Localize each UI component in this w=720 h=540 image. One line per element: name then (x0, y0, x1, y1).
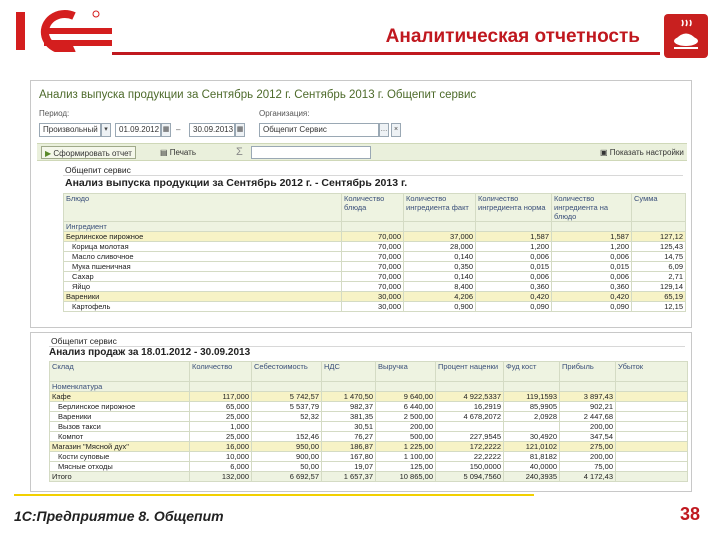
cell-profit: 2 447,68 (560, 412, 616, 422)
page-title: Аналитическая отчетность (385, 26, 640, 47)
col-revenue[interactable]: Выручка (376, 362, 436, 382)
cell-name: Мясные отходы (50, 462, 190, 472)
cell-norm: 0,090 (476, 302, 552, 312)
cell-profit: 75,00 (560, 462, 616, 472)
table-row[interactable] (64, 282, 686, 292)
cell-loss (616, 392, 688, 402)
header-divider (112, 52, 660, 55)
cell-qty: 132,000 (190, 472, 252, 482)
cell-fact: 0,350 (404, 262, 476, 272)
col-warehouse[interactable]: Склад (50, 362, 190, 382)
print-button[interactable]: ▤ Печать (160, 148, 197, 157)
cell-name: Вареники (64, 292, 342, 302)
cell-rev: 125,00 (376, 462, 436, 472)
cell-food (504, 422, 560, 432)
cell-qty: 25,000 (190, 432, 252, 442)
cell-per: 0,420 (552, 292, 632, 302)
table-row[interactable] (64, 292, 686, 302)
cell-qty: 70,000 (342, 252, 404, 262)
cell-sum: 127,12 (632, 232, 686, 242)
play-icon: ▶ (45, 149, 52, 158)
cell-name: Итого (50, 472, 190, 482)
cell-qty: 70,000 (342, 282, 404, 292)
table-row[interactable] (50, 452, 688, 462)
cell-norm: 0,360 (476, 282, 552, 292)
cell-markup: 4 922,5337 (436, 392, 504, 402)
organization-label: Организация: (259, 109, 310, 118)
cell-cost: 900,00 (252, 452, 322, 462)
cell-name: Берлинское пирожное (50, 402, 190, 412)
cell-profit: 902,21 (560, 402, 616, 412)
cell-qty: 6,000 (190, 462, 252, 472)
date-from-input[interactable]: 01.09.2012 (115, 123, 161, 137)
cell-markup: 5 094,7560 (436, 472, 504, 482)
cell-cost: 950,00 (252, 442, 322, 452)
cell-per: 0,090 (552, 302, 632, 312)
table-row[interactable] (64, 302, 686, 312)
cell-fact: 0,140 (404, 252, 476, 262)
cell-markup (436, 422, 504, 432)
cell-cost: 152,46 (252, 432, 322, 442)
food-service-logo (664, 14, 708, 58)
col-quantity[interactable]: Количество (190, 362, 252, 382)
col-ingredient: Ингредиент (64, 222, 342, 232)
cell-norm: 0,420 (476, 292, 552, 302)
col-dish[interactable]: Блюдо (64, 194, 342, 222)
cell-rev: 10 865,00 (376, 472, 436, 482)
cell-per: 1,200 (552, 242, 632, 252)
cell-name: Кафе (50, 392, 190, 402)
cell-fact: 0,140 (404, 272, 476, 282)
cell-fact: 28,000 (404, 242, 476, 252)
cell-qty: 16,000 (190, 442, 252, 452)
report-toolbar (37, 143, 687, 161)
cell-cost: 6 692,57 (252, 472, 322, 482)
table-row[interactable] (50, 472, 688, 482)
cell-vat: 381,35 (322, 412, 376, 422)
cell-sum: 14,75 (632, 252, 686, 262)
page-number: 38 (679, 504, 700, 524)
cell-food: 85,9905 (504, 402, 560, 412)
report-title: Анализ продаж за 18.01.2012 - 30.09.2013 (49, 347, 251, 358)
cell-cost: 50,00 (252, 462, 322, 472)
cell-name: Компот (50, 432, 190, 442)
cell-cost: 5 742,57 (252, 392, 322, 402)
cell-qty: 1,000 (190, 422, 252, 432)
cell-vat: 982,37 (322, 402, 376, 412)
col-ingredient-fact[interactable]: Количество ингредиента факт (404, 194, 476, 222)
table-row[interactable] (50, 462, 688, 472)
table-row[interactable] (64, 272, 686, 282)
cell-profit: 4 172,43 (560, 472, 616, 482)
table-row[interactable] (50, 402, 688, 412)
cell-qty: 70,000 (342, 272, 404, 282)
production-report (63, 163, 687, 328)
cell-loss (616, 402, 688, 412)
cell-profit: 275,00 (560, 442, 616, 452)
cell-norm: 1,587 (476, 232, 552, 242)
cell-markup: 22,2222 (436, 452, 504, 462)
cell-qty: 65,000 (190, 402, 252, 412)
cell-food: 2,0928 (504, 412, 560, 422)
table-row[interactable] (64, 232, 686, 242)
table-row[interactable] (50, 392, 688, 402)
show-settings-button[interactable]: ▣ Показать настройки (600, 148, 684, 157)
cell-loss (616, 422, 688, 432)
table-row[interactable] (50, 442, 688, 452)
cell-vat: 76,27 (322, 432, 376, 442)
cell-rev: 9 640,00 (376, 392, 436, 402)
cell-vat: 167,80 (322, 452, 376, 462)
cell-loss (616, 412, 688, 422)
report-title: Анализ выпуска продукции за Сентябрь 2012 г. - Сентябрь 2013 г. (65, 177, 408, 189)
cell-vat: 1 470,50 (322, 392, 376, 402)
cell-markup: 172,2222 (436, 442, 504, 452)
cell-sum: 6,09 (632, 262, 686, 272)
cell-rev: 500,00 (376, 432, 436, 442)
cell-vat: 186,87 (322, 442, 376, 452)
cell-cost (252, 422, 322, 432)
cell-profit: 3 897,43 (560, 392, 616, 402)
sales-table (49, 361, 688, 482)
cell-qty: 25,000 (190, 412, 252, 422)
product-name: 1С:Предприятие 8. Общепит (14, 508, 224, 524)
cell-name: Вареники (50, 412, 190, 422)
cell-per: 0,006 (552, 272, 632, 282)
cell-markup: 150,0000 (436, 462, 504, 472)
col-ingredient-per-dish[interactable]: Количество ингредиента на блюдо (552, 194, 632, 222)
cell-qty: 70,000 (342, 242, 404, 252)
cell-loss (616, 472, 688, 482)
cell-food: 40,0000 (504, 462, 560, 472)
generate-report-button[interactable]: ▶ Сформировать отчет (41, 146, 136, 159)
cell-qty: 70,000 (342, 232, 404, 242)
col-cost[interactable]: Себестоимость (252, 362, 322, 382)
cell-norm: 0,006 (476, 252, 552, 262)
cell-loss (616, 462, 688, 472)
organization-select-icon[interactable]: … (379, 123, 389, 137)
1c-logo (14, 8, 114, 52)
cell-rev: 200,00 (376, 422, 436, 432)
cell-rev: 2 500,00 (376, 412, 436, 422)
cell-per: 0,006 (552, 252, 632, 262)
cell-profit: 347,54 (560, 432, 616, 442)
period-dropdown-icon[interactable]: ▾ (101, 123, 111, 137)
sales-analysis-window (30, 332, 692, 492)
organization-input[interactable]: Общепит Сервис (259, 123, 379, 137)
cell-per: 0,015 (552, 262, 632, 272)
report-organization: Общепит сервис (49, 336, 685, 347)
settings-icon: ▣ (600, 148, 608, 157)
cell-rev: 1 100,00 (376, 452, 436, 462)
table-row[interactable] (50, 422, 688, 432)
col-dish-qty[interactable]: Количество блюда (342, 194, 404, 222)
cell-norm: 0,006 (476, 272, 552, 282)
col-sum[interactable]: Сумма (632, 194, 686, 222)
col-nomenclature: Номенклатура (50, 382, 190, 392)
cell-vat: 1 657,37 (322, 472, 376, 482)
cell-name: Магазин "Мясной дух" (50, 442, 190, 452)
cell-fact: 4,206 (404, 292, 476, 302)
table-row[interactable] (64, 242, 686, 252)
cell-fact: 37,000 (404, 232, 476, 242)
cell-rev: 6 440,00 (376, 402, 436, 412)
cell-food: 240,3935 (504, 472, 560, 482)
cell-name: Вызов такси (50, 422, 190, 432)
col-vat[interactable]: НДС (322, 362, 376, 382)
cell-name: Масло сливочное (64, 252, 342, 262)
organization-clear-icon[interactable]: × (391, 123, 401, 137)
cell-markup: 4 678,2072 (436, 412, 504, 422)
cell-norm: 1,200 (476, 242, 552, 252)
col-ingredient-norm[interactable]: Количество ингредиента норма (476, 194, 552, 222)
report-organization: Общепит сервис (63, 165, 683, 176)
table-row[interactable] (64, 252, 686, 262)
cell-name: Берлинское пирожное (64, 232, 342, 242)
cell-sum: 12,15 (632, 302, 686, 312)
cell-sum: 2,71 (632, 272, 686, 282)
production-table (63, 193, 686, 312)
cell-name: Кости суповые (50, 452, 190, 462)
dish-icon (664, 14, 708, 58)
col-loss[interactable]: Убыток (616, 362, 688, 382)
cell-rev: 1 225,00 (376, 442, 436, 452)
cell-profit: 200,00 (560, 422, 616, 432)
col-food-cost[interactable]: Фуд кост (504, 362, 560, 382)
date-from-calendar-icon[interactable]: ▦ (161, 123, 171, 137)
cell-vat: 30,51 (322, 422, 376, 432)
table-row[interactable] (50, 412, 688, 422)
cell-food: 81,8182 (504, 452, 560, 462)
cell-qty: 30,000 (342, 292, 404, 302)
cell-name: Корица молотая (64, 242, 342, 252)
cell-cost: 52,32 (252, 412, 322, 422)
cell-qty: 70,000 (342, 262, 404, 272)
sum-field (251, 146, 371, 159)
cell-qty: 30,000 (342, 302, 404, 312)
cell-fact: 8,400 (404, 282, 476, 292)
date-to-input[interactable]: 30.09.2013 (189, 123, 235, 137)
cell-norm: 0,015 (476, 262, 552, 272)
cell-loss (616, 432, 688, 442)
cell-food: 119,1593 (504, 392, 560, 402)
cell-per: 1,587 (552, 232, 632, 242)
cell-sum: 129,14 (632, 282, 686, 292)
window-title: Анализ выпуска продукции за Сентябрь 2012 г. Сентябрь 2013 г. Общепит сервис (39, 89, 477, 101)
cell-vat: 19,07 (322, 462, 376, 472)
sum-button[interactable]: Σ (236, 146, 243, 158)
table-row[interactable] (50, 432, 688, 442)
cell-markup: 16,2919 (436, 402, 504, 412)
period-label: Период: (39, 109, 70, 118)
footer-divider (14, 494, 534, 496)
col-profit[interactable]: Прибыль (560, 362, 616, 382)
period-select[interactable]: Произвольный (39, 123, 101, 137)
print-icon: ▤ (160, 148, 168, 157)
cell-loss (616, 442, 688, 452)
table-row[interactable] (64, 262, 686, 272)
col-markup[interactable]: Процент наценки (436, 362, 504, 382)
cell-name: Мука пшеничная (64, 262, 342, 272)
cell-qty: 10,000 (190, 452, 252, 462)
cell-sum: 125,43 (632, 242, 686, 252)
cell-name: Картофель (64, 302, 342, 312)
cell-qty: 117,000 (190, 392, 252, 402)
cell-food: 121,0102 (504, 442, 560, 452)
cell-per: 0,360 (552, 282, 632, 292)
cell-name: Яйцо (64, 282, 342, 292)
cell-food: 30,4920 (504, 432, 560, 442)
date-to-calendar-icon[interactable]: ▦ (235, 123, 245, 137)
cell-fact: 0,900 (404, 302, 476, 312)
cell-markup: 227,9545 (436, 432, 504, 442)
cell-loss (616, 452, 688, 462)
date-separator: – (176, 125, 181, 134)
cell-sum: 65,19 (632, 292, 686, 302)
cell-profit: 200,00 (560, 452, 616, 462)
cell-name: Сахар (64, 272, 342, 282)
cell-cost: 5 537,79 (252, 402, 322, 412)
production-analysis-window (30, 80, 692, 328)
